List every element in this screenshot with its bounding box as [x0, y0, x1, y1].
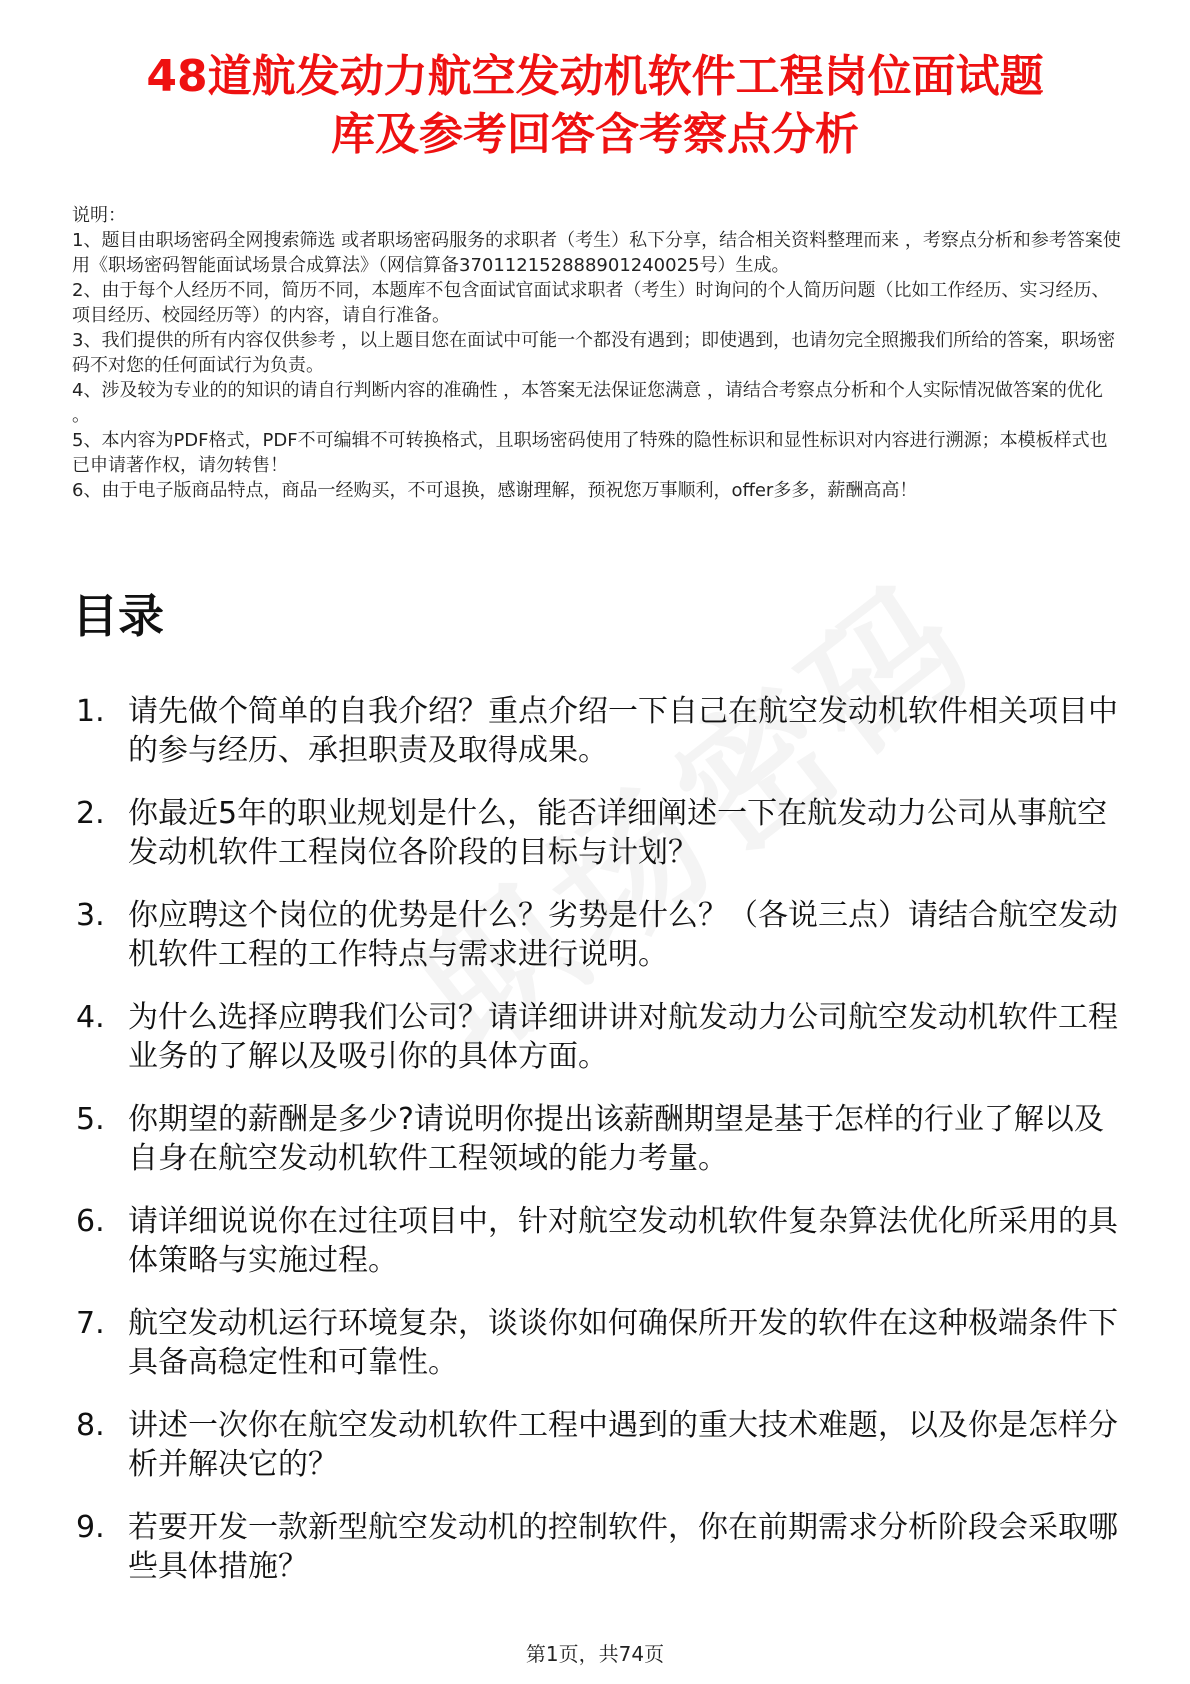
toc-item-number: 5. — [76, 1102, 105, 1137]
toc-item-number: 4. — [76, 1000, 105, 1035]
toc-list — [72, 692, 1132, 1610]
note-line: 6、由于电子版商品特点，商品一经购买，不可退换，感谢理解，预祝您万事顺利，offer多多，薪酬高高！ — [72, 480, 918, 501]
note-line: 5、本内容为PDF格式，PDF不可编辑不可转换格式，且职场密码使用了特殊的隐性标识和显性标识对内容进行溯源；本模板样式也已申请著作权，请勿转售！ — [72, 430, 1108, 476]
toc-heading: 目录 — [72, 589, 164, 643]
toc-item[interactable] — [72, 998, 1132, 1076]
note-line: 1、题目由职场密码全网搜索筛选 或者职场密码服务的求职者（考生）私下分享，结合相关资料整理而来 ，考察点分析和参考答案使用《职场密码智能面试场景合成算法》（网信算备370112152888901240025号）生成。 — [72, 230, 1121, 276]
toc-item-number: 7. — [76, 1306, 105, 1341]
notes-section — [72, 203, 1122, 503]
toc-item-text: 你期望的薪酬是多少?请说明你提出该薪酬期望是基于怎样的行业了解以及自身在航空发动机软件工程领域的能力考量。 — [128, 1102, 1104, 1176]
document-title — [60, 48, 1130, 164]
note-line: 2、由于每个人经历不同，简历不同，本题库不包含面试官面试求职者（考生）时询问的个人简历问题（比如工作经历、实习经历、项目经历、校园经历等）的内容，请自行准备。 — [72, 280, 1110, 326]
toc-item-number: 6. — [76, 1204, 105, 1239]
toc-item-text: 若要开发一款新型航空发动机的控制软件，你在前期需求分析阶段会采取哪些具体措施？ — [128, 1510, 1118, 1584]
toc-item-text: 你最近5年的职业规划是什么，能否详细阐述一下在航发动力公司从事航空发动机软件工程岗位各阶段的目标与计划？ — [128, 796, 1108, 870]
toc-item-text: 请先做个简单的自我介绍？重点介绍一下自己在航空发动机软件相关项目中的参与经历、承担职责及取得成果。 — [128, 694, 1118, 768]
toc-item-number: 3. — [76, 898, 105, 933]
toc-item[interactable] — [72, 896, 1132, 974]
note-line: 3、我们提供的所有内容仅供参考 ，以上题目您在面试中可能一个都没有遇到；即使遇到，也请勿完全照搬我们所给的答案，职场密码不对您的任何面试行为负责。 — [72, 330, 1116, 376]
title-line-1: 48道航发动力航空发动机软件工程岗位面试题 — [146, 51, 1044, 102]
toc-item[interactable] — [72, 692, 1132, 770]
note-line: 4、涉及较为专业的的知识的请自行判断内容的准确性 ，本答案无法保证您满意 ，请结合考察点分析和个人实际情况做答案的优化 。 — [72, 380, 1103, 426]
toc-item[interactable] — [72, 1100, 1132, 1178]
toc-item-text: 讲述一次你在航空发动机软件工程中遇到的重大技术难题，以及你是怎样分析并解决它的？ — [128, 1408, 1118, 1482]
toc-item[interactable] — [72, 1202, 1132, 1280]
toc-item-number: 2. — [76, 796, 105, 831]
toc-item[interactable] — [72, 794, 1132, 872]
toc-item-text: 为什么选择应聘我们公司？请详细讲讲对航发动力公司航空发动机软件工程业务的了解以及吸引你的具体方面。 — [128, 1000, 1118, 1074]
toc-item[interactable] — [72, 1508, 1132, 1586]
notes-heading: 说明： — [72, 205, 126, 226]
toc-item[interactable] — [72, 1406, 1132, 1484]
toc-item-number: 1. — [76, 694, 105, 729]
toc-item-number: 9. — [76, 1510, 105, 1545]
toc-item-text: 航空发动机运行环境复杂，谈谈你如何确保所开发的软件在这种极端条件下具备高稳定性和可靠性。 — [128, 1306, 1118, 1380]
toc-item[interactable] — [72, 1304, 1132, 1382]
toc-item-number: 8. — [76, 1408, 105, 1443]
toc-item-text: 你应聘这个岗位的优势是什么？劣势是什么？（各说三点）请结合航空发动机软件工程的工作特点与需求进行说明。 — [128, 898, 1118, 972]
page-footer: 第1页，共74页 — [525, 1642, 665, 1666]
toc-item-text: 请详细说说你在过往项目中，针对航空发动机软件复杂算法优化所采用的具体策略与实施过程。 — [128, 1204, 1118, 1278]
title-line-2: 库及参考回答含考察点分析 — [331, 109, 859, 160]
